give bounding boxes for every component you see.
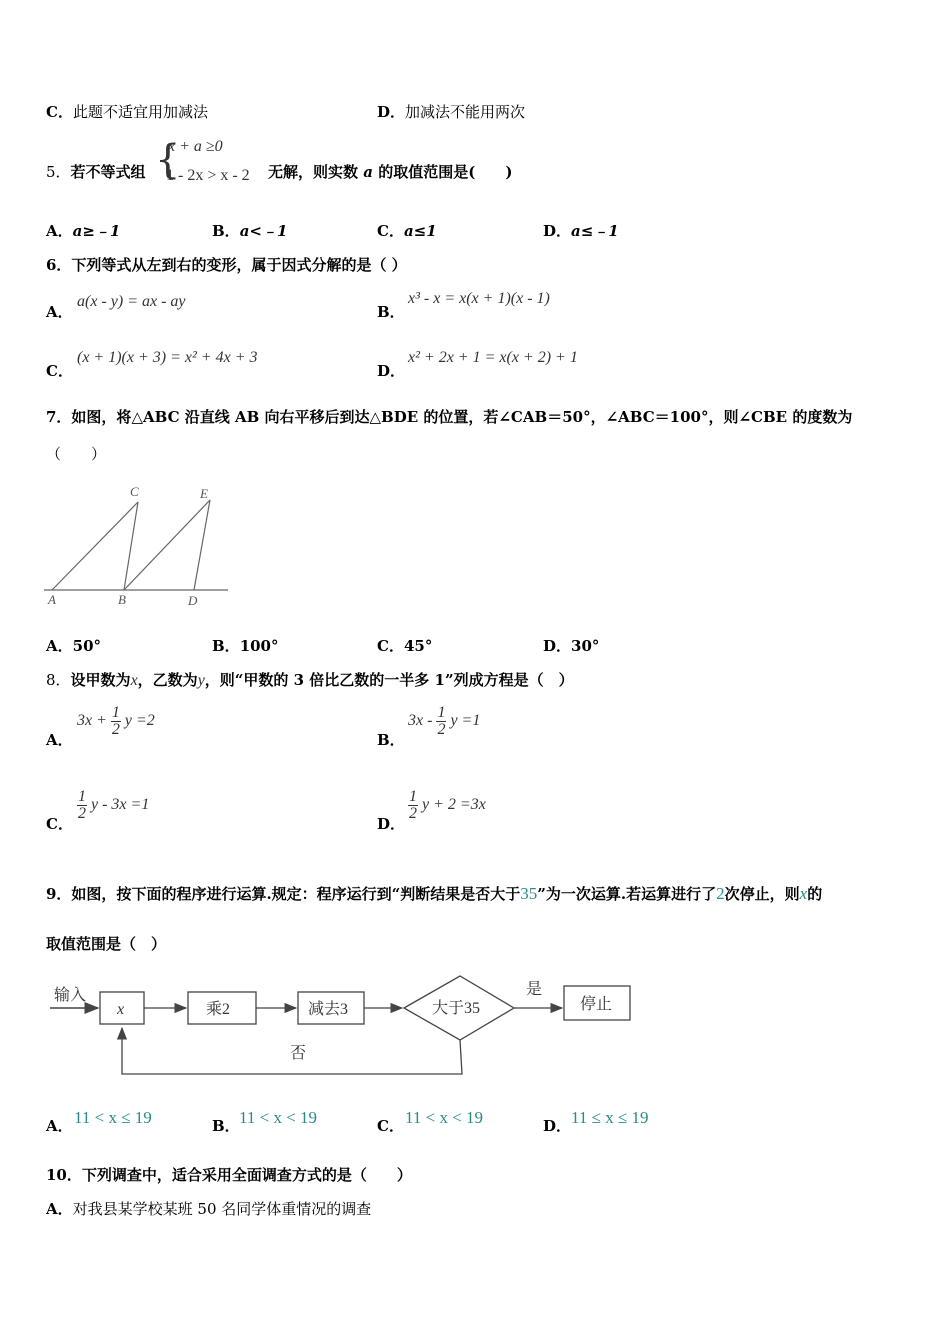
q5-option-b: B．a<﹣1 xyxy=(212,222,288,240)
q7-triangle-figure xyxy=(40,482,240,610)
q6-option-c-expr: (x + 1)(x + 3) = x² + 4x + 3 xyxy=(77,349,258,366)
label-d: D xyxy=(188,593,198,608)
q5-option-a: A．a≥﹣1 xyxy=(46,222,121,240)
flow-input-label: 输入 xyxy=(54,987,87,1004)
q4-option-c: C．此题不适宜用加减法 xyxy=(46,103,208,121)
q8-option-b-expr: 3x - $\frac{1}{2}$ y =1 xyxy=(408,704,481,738)
q7-option-b: B．100° xyxy=(212,637,279,655)
q9-flowchart xyxy=(46,970,646,1082)
flow-no-label: 否 xyxy=(290,1045,307,1062)
flow-sub-label: 减去3 xyxy=(308,1001,349,1018)
q6-option-d-expr: x² + 2x + 1 = x(x + 2) + 1 xyxy=(408,349,578,366)
flow-mul-label: 乘2 xyxy=(206,1001,231,1018)
q9-option-c-label: C． xyxy=(377,1117,404,1135)
q9-stem-line1: 9．如图，按下面的程序进行运算.规定：程序运行到“判断结果是否大于35”为一次运算.若运算进行了2次停止，则x的 xyxy=(46,884,823,903)
q8-option-d-expr: $\frac{1}{2}$ y + 2 =3x xyxy=(409,788,486,822)
q8-option-a-expr: 3x + $\frac{1}{2}$ y =2 xyxy=(77,704,155,738)
q5-system-line2: 1 - 2x > x - 2 xyxy=(166,167,250,184)
q5-option-c: C．a≤1 xyxy=(377,222,437,240)
q6-stem: 6．下列等式从左到右的变形，属于因式分解的是（ ） xyxy=(46,256,407,274)
q10-option-a: A．对我县某学校某班 50 名同学体重情况的调查 xyxy=(46,1200,372,1218)
q7-paren: （ ） xyxy=(46,445,107,463)
q6-option-b-expr: x³ - x = x(x + 1)(x - 1) xyxy=(408,290,550,307)
q9-stem-line2: 取值范围是（ ） xyxy=(46,935,167,953)
q5-option-d: D．a≤﹣1 xyxy=(543,222,619,240)
label-e: E xyxy=(200,486,208,501)
label-a: A xyxy=(48,592,56,607)
q7-stem: 7．如图，将△ABC 沿直线 AB 向右平移后到达△BDE 的位置，若∠CAB＝50°，∠ABC＝100°，则∠CBE 的度数为 xyxy=(46,408,853,426)
q5-stem: 5．若不等式组 xyxy=(46,163,146,181)
q5-system-line1: x + a ≥0 xyxy=(168,138,223,155)
q6-option-a-expr: a(x - y) = ax - ay xyxy=(77,293,186,310)
segment-be xyxy=(124,500,210,590)
q9-option-b-expr: 11 < x < 19 xyxy=(239,1108,318,1127)
q7-option-c: C．45° xyxy=(377,637,433,655)
q7-option-d: D．30° xyxy=(543,637,600,655)
flow-stop-label: 停止 xyxy=(580,996,613,1013)
q5-stem-tail: 无解，则实数 a 的取值范围是( ) xyxy=(268,163,513,181)
flow-yes-label: 是 xyxy=(526,981,543,998)
label-b: B xyxy=(118,592,126,607)
q9-option-c-expr: 11 < x < 19 xyxy=(405,1108,484,1127)
q8-stem: 8．设甲数为x，乙数为y，则“甲数的 3 倍比乙数的一半多 1”列成方程是（ ） xyxy=(46,671,574,689)
q8-option-c-expr: $\frac{1}{2}$ y - 3x =1 xyxy=(78,788,150,822)
q8-option-c-label: C． xyxy=(46,815,73,833)
q9-option-d-label: D． xyxy=(543,1117,572,1135)
q7-option-a: A．50° xyxy=(46,637,102,655)
q4-option-d: D．加减法不能用两次 xyxy=(377,103,526,121)
label-c: C xyxy=(130,484,139,499)
flow-x-label: x xyxy=(117,1001,125,1018)
segment-ac xyxy=(52,502,138,590)
q6-option-b-label: B． xyxy=(377,303,405,321)
q9-option-a-expr: 11 < x ≤ 19 xyxy=(74,1108,152,1127)
q9-option-b-label: B． xyxy=(212,1117,240,1135)
q9-option-a-label: A． xyxy=(46,1117,73,1135)
q6-option-d-label: D． xyxy=(377,362,406,380)
q8-option-b-label: B． xyxy=(377,731,405,749)
q6-option-a-label: A． xyxy=(46,303,73,321)
q9-option-d-expr: 11 ≤ x ≤ 19 xyxy=(571,1108,649,1127)
q8-option-d-label: D． xyxy=(377,815,406,833)
q5-brace: { xyxy=(155,137,181,183)
q8-option-a-label: A． xyxy=(46,731,73,749)
q6-option-c-label: C． xyxy=(46,362,73,380)
flow-cond-label: 大于35 xyxy=(432,1000,481,1017)
q10-stem: 10．下列调查中，适合采用全面调查方式的是（ ） xyxy=(46,1166,412,1184)
